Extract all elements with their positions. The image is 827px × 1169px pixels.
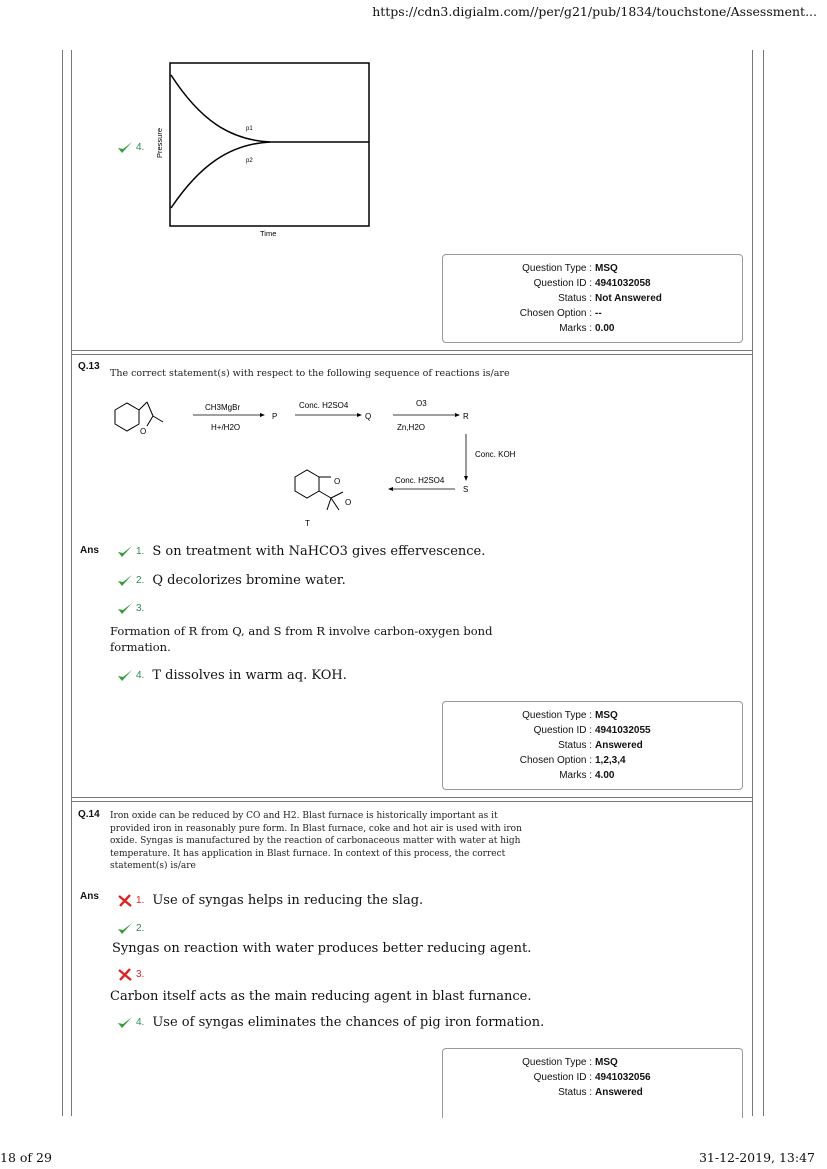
- q14-option-3: [117, 967, 152, 982]
- svg-text:O: O: [140, 427, 147, 436]
- check-icon: [117, 544, 133, 559]
- cross-icon: [117, 967, 133, 982]
- question-text: Iron oxide can be reduced by CO and H2. Blast furnace is historically important as it provided iron in reasonably pure form. In Blast furnace, coke and hot air is used with iron oxide. Syngas is manufactured by the reaction of carbonaceous matter with water at high temperature. It has application in Blast furnace. In context of this process, the correct statement(s) is/are: [110, 811, 522, 871]
- q14-option-1: [117, 893, 423, 908]
- option-text: Use of syngas helps in reducing the slag.: [152, 893, 424, 908]
- answer-label: Ans: [80, 891, 99, 902]
- question-id-label: Question ID :: [533, 1072, 592, 1083]
- option-text: T dissolves in warm aq. KOH.: [152, 668, 347, 683]
- check-icon: [117, 573, 133, 588]
- status-label: Status :: [558, 1087, 592, 1098]
- question-id-value: 4941032058: [595, 278, 651, 289]
- question-type-value: MSQ: [595, 263, 618, 274]
- chosen-option-label: Chosen Option :: [519, 755, 592, 766]
- check-icon: [117, 1015, 133, 1030]
- graph-ylabel: Pressure: [155, 127, 164, 158]
- marks-label: Marks :: [559, 323, 592, 334]
- question-type-value: MSQ: [595, 710, 618, 721]
- option-number: 2.: [136, 575, 145, 586]
- status-label: Status :: [558, 293, 592, 304]
- print-datetime: 31-12-2019, 13:47: [698, 1150, 815, 1165]
- frame-left-outer: [62, 50, 63, 1116]
- q14-info-box: [442, 1048, 743, 1118]
- q14-option-4: [117, 1015, 544, 1030]
- reagent-4: Conc. KOH: [475, 450, 516, 459]
- question-type-label: Question Type :: [522, 263, 592, 274]
- status-label: Status :: [558, 740, 592, 751]
- reagent-1-top: CH3MgBr: [205, 403, 241, 412]
- curve-label-p1: p1: [246, 126, 253, 132]
- graph-xlabel: Time: [260, 229, 277, 238]
- q12-option-4: [117, 140, 152, 155]
- marks-label: Marks :: [559, 770, 592, 781]
- status-value: Answered: [595, 1087, 643, 1098]
- option-number: 3.: [136, 969, 145, 980]
- product-p: P: [272, 412, 278, 421]
- cross-icon: [117, 893, 133, 908]
- q13-option-3: [117, 601, 152, 616]
- q13-option-4: [117, 668, 347, 683]
- check-icon: [117, 601, 133, 616]
- divider-q12-q13-b: [72, 354, 752, 355]
- option-text: Q decolorizes bromine water.: [152, 573, 346, 588]
- marks-value: 0.00: [595, 323, 615, 334]
- q13-option-2: [117, 573, 346, 588]
- divider-q13-q14-b: [72, 801, 752, 802]
- chosen-option-value: 1,2,3,4: [595, 755, 626, 766]
- option-number: 4.: [136, 142, 145, 153]
- frame-right-outer: [763, 50, 764, 1116]
- q14-option-2-text: Syngas on reaction with water produces better reducing agent.: [112, 941, 532, 956]
- chosen-option-value: --: [595, 308, 602, 319]
- question-id-value: 4941032056: [595, 1072, 651, 1083]
- reagent-3-bottom: Zn,H2O: [397, 423, 426, 432]
- svg-text:O: O: [334, 477, 341, 486]
- pressure-time-graph: [150, 60, 375, 242]
- option-number: 4.: [136, 1017, 145, 1028]
- option-number: 2.: [136, 923, 145, 934]
- q13-option-3-text: Formation of R from Q, and S from R involve carbon-oxygen bond formation.: [110, 624, 493, 654]
- q12-info-box: [442, 254, 743, 343]
- page-number: 18 of 29: [0, 1150, 52, 1165]
- question-type-label: Question Type :: [522, 1057, 592, 1068]
- option-text: S on treatment with NaHCO3 gives effervescence.: [152, 544, 486, 559]
- q14-option-3-text: Carbon itself acts as the main reducing agent in blast furnance.: [110, 989, 532, 1004]
- question-text: The correct statement(s) with respect to the following sequence of reactions is/are: [110, 368, 510, 379]
- q13-info-box: [442, 701, 743, 790]
- divider-q13-q14-a: [72, 797, 752, 798]
- reagent-2-top: Conc. H2SO4: [299, 401, 349, 410]
- question-id-value: 4941032055: [595, 725, 651, 736]
- question-type-label: Question Type :: [522, 710, 592, 721]
- reagent-1-bottom: H+/H2O: [211, 423, 241, 432]
- q13-option-1: [117, 544, 485, 559]
- reagent-5: Conc. H2SO4: [395, 476, 445, 485]
- svg-text:O: O: [345, 498, 352, 507]
- product-q: Q: [365, 412, 372, 421]
- option-number: 1.: [136, 546, 145, 557]
- product-r: R: [463, 412, 469, 421]
- frame-left-inner: [71, 50, 72, 1116]
- option-number: 3.: [136, 603, 145, 614]
- question-id-label: Question ID :: [533, 278, 592, 289]
- product-t: T: [305, 519, 310, 528]
- option-text: Use of syngas eliminates the chances of pig iron formation.: [152, 1015, 545, 1030]
- page-url: https://cdn3.digialm.com//per/g21/pub/1834/touchstone/Assessment...: [372, 4, 817, 19]
- question-number: Q.14: [78, 809, 100, 820]
- q14-option-2: [117, 921, 152, 936]
- check-icon: [117, 140, 133, 155]
- reaction-scheme: [95, 392, 545, 530]
- option-number: 1.: [136, 895, 145, 906]
- answer-label: Ans: [80, 545, 99, 556]
- option-number: 4.: [136, 670, 145, 681]
- product-s: S: [463, 485, 469, 494]
- question-number: Q.13: [78, 361, 100, 372]
- divider-q12-q13-a: [72, 350, 752, 351]
- check-icon: [117, 668, 133, 683]
- reagent-3-top: O3: [416, 399, 427, 408]
- check-icon: [117, 921, 133, 936]
- question-id-label: Question ID :: [533, 725, 592, 736]
- status-value: Answered: [595, 740, 643, 751]
- question-type-value: MSQ: [595, 1057, 618, 1068]
- chosen-option-label: Chosen Option :: [519, 308, 592, 319]
- curve-label-p2: p2: [246, 158, 253, 164]
- status-value: Not Answered: [595, 293, 662, 304]
- frame-right-inner: [752, 50, 753, 1116]
- marks-value: 4.00: [595, 770, 615, 781]
